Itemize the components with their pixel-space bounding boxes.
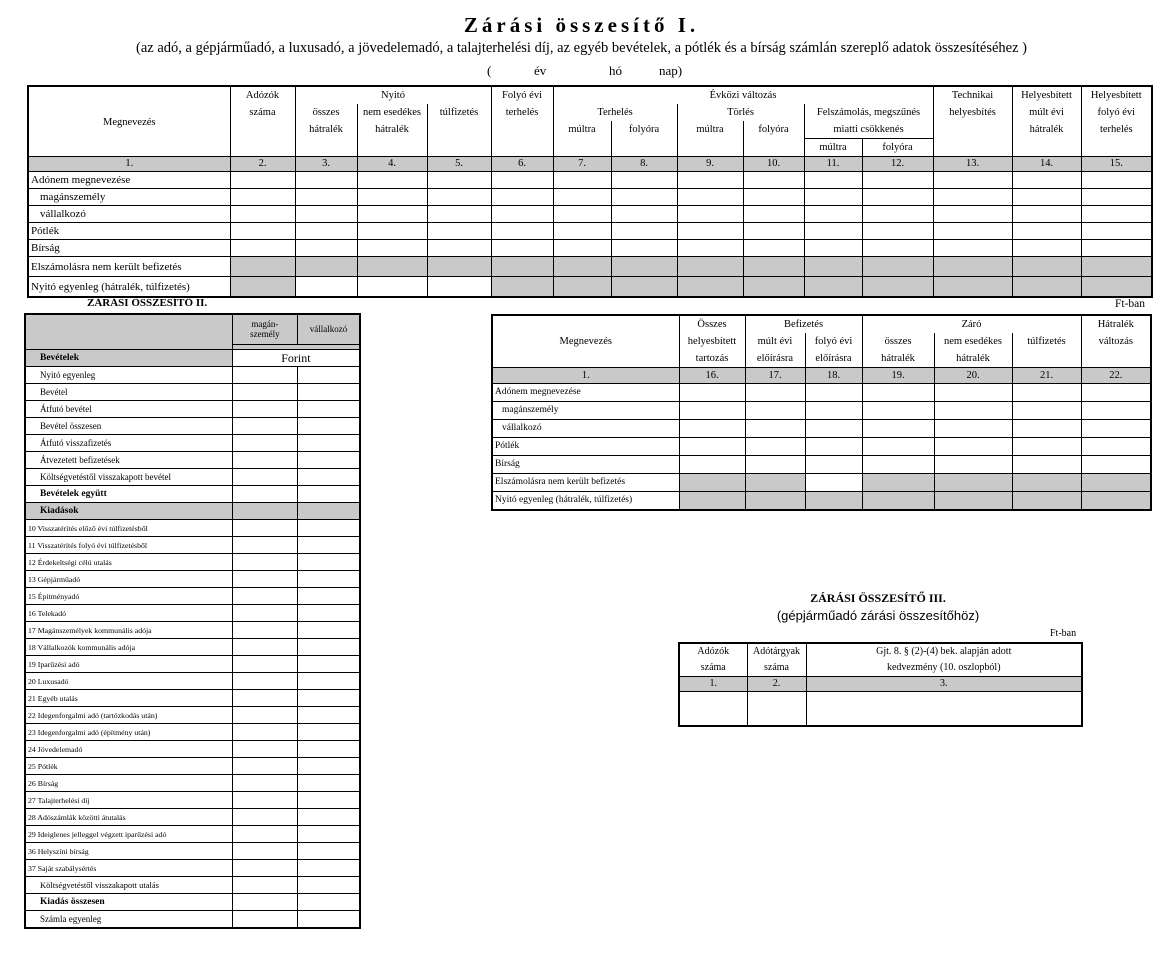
page-subtitle: (az adó, a gépjárműadó, a luxusadó, a jövedelemadó, a talajterhelési díj, az egyéb bevételek, a pótlék és a bírság számlán szereplő adatok összesítéséhez ) xyxy=(136,40,1027,56)
col-number: 14. xyxy=(1012,157,1081,172)
summary-table-2 xyxy=(24,313,361,929)
summary-table-1 xyxy=(27,85,1153,298)
row-label: 17 Magánszemélyek kommunális adója xyxy=(25,622,232,639)
table-row xyxy=(492,474,1151,492)
row-label: 24 Jövedelemadó xyxy=(25,741,232,758)
table-row xyxy=(492,402,1151,420)
table-row xyxy=(28,206,1152,223)
column-number-row xyxy=(492,368,1151,384)
row-label: 26 Bírság xyxy=(25,775,232,792)
row-label: 25 Pótlék xyxy=(25,758,232,775)
summary-table-1-continued xyxy=(491,314,1152,511)
table-row xyxy=(28,172,1152,189)
row-label: Nyitó egyenleg (hátralék, túlfizetés) xyxy=(28,277,230,298)
row-label: vállalkozó xyxy=(492,420,679,438)
row-label: Nyitó egyenleg (hátralék, túlfizetés) xyxy=(492,492,679,511)
header-nem-esedekes: nem esedékes xyxy=(934,333,1012,350)
col-number: 12. xyxy=(862,157,933,172)
date-year-label: év xyxy=(534,63,547,78)
page-title: Zárási összesítő I. xyxy=(463,13,700,37)
col-number: 20. xyxy=(934,368,1012,384)
col-number: 16. xyxy=(679,368,745,384)
row-label: 29 Ideiglenes jelleggel végzett iparűzési adó xyxy=(25,826,232,843)
row-label: Bírság xyxy=(492,456,679,474)
col-number: 17. xyxy=(745,368,805,384)
row-label: 16 Telekadó xyxy=(25,605,232,622)
header-terheles-multra: múltra xyxy=(553,121,611,139)
col-number: 18. xyxy=(805,368,862,384)
col-number: 19. xyxy=(862,368,934,384)
row-label: 36 Helyszíni bírság xyxy=(25,843,232,860)
row-label: 23 Idegenforgalmi adó (építmény után) xyxy=(25,724,232,741)
row-label: 11 Visszatérítés folyó évi túlfizetésből xyxy=(25,537,232,554)
header-nyito: Nyitó xyxy=(295,86,491,104)
section-title-2: ZÁRÁSI ÖSSZESÍTŐ II. xyxy=(87,297,208,309)
header-nem-esedekes: nem esedékes xyxy=(357,104,427,121)
col-number: 9. xyxy=(677,157,743,172)
table-row xyxy=(492,492,1151,511)
col-number: 10. xyxy=(743,157,804,172)
header-mult-evi: múlt évi xyxy=(745,333,805,350)
section-title-3: ZÁRÁSI ÖSSZESÍTŐ III. xyxy=(810,591,946,605)
row-label: Elszámolásra nem került befizetés xyxy=(492,474,679,492)
row-label: vállalkozó xyxy=(28,206,230,223)
header-helyesb-folyo-2: folyó évi xyxy=(1081,104,1152,121)
header-hatralek-2: változás xyxy=(1081,333,1151,350)
row-label: 20 Luxusadó xyxy=(25,673,232,690)
row-label: Költségvetéstől visszakapott bevétel xyxy=(25,469,232,486)
col-number: 3. xyxy=(806,677,1082,692)
header-osszes-2: hátralék xyxy=(295,121,357,139)
row-label: magánszemély xyxy=(492,402,679,420)
col-maganszemely: magán- személy xyxy=(232,314,297,344)
header-tulfizetes: túlfizetés xyxy=(1012,333,1081,350)
row-label: Bevétel összesen xyxy=(25,418,232,435)
header-torles-folyora: folyóra xyxy=(743,121,804,139)
kiadas-osszesen: Kiadás összesen xyxy=(25,894,232,911)
bevetelek-egyutt: Bevételek együtt xyxy=(25,486,232,503)
header-tulfizetes: túlfizetés xyxy=(427,104,491,121)
bevetelek-heading: Bevételek xyxy=(25,350,232,367)
header-nem-esedekes-2: hátralék xyxy=(357,121,427,139)
col-vallalkozo: vállalkozó xyxy=(298,314,360,344)
row-label: Pótlék xyxy=(28,223,230,240)
row-label: 18 Vállalkozók kommunális adója xyxy=(25,639,232,656)
col-number: 1. xyxy=(28,157,230,172)
table-row xyxy=(28,189,1152,206)
col-number: 8. xyxy=(611,157,677,172)
table-row xyxy=(28,257,1152,277)
header-folyo-evi-2: előírásra xyxy=(805,350,862,368)
row-label: 15 Építményadó xyxy=(25,588,232,605)
header-folyo-evi: folyó évi xyxy=(805,333,862,350)
table-row xyxy=(679,692,1082,727)
header-megnevezes: Megnevezés xyxy=(492,315,679,368)
row-label: 22 Idegenforgalmi adó (tartózkodás után) xyxy=(25,707,232,724)
header-torles-multra: múltra xyxy=(677,121,743,139)
header-terheles-folyora: folyóra xyxy=(611,121,677,139)
forint-label: Forint xyxy=(232,350,360,367)
header-osszes-helyesb-3: tartozás xyxy=(679,350,745,368)
table-row xyxy=(492,456,1151,474)
header-gjt-2: kedvezmény (10. oszlopból) xyxy=(806,660,1082,677)
row-label: 27 Talajterhelési díj xyxy=(25,792,232,809)
row-label: magánszemély xyxy=(28,189,230,206)
section-subtitle-3: (gépjárműadó zárási összesítőhöz) xyxy=(776,608,980,623)
table-row xyxy=(28,223,1152,240)
header-osszes-2: hátralék xyxy=(862,350,934,368)
row-label: 19 Iparűzési adó xyxy=(25,656,232,673)
col-number: 13. xyxy=(933,157,1012,172)
header-helyesb-folyo: Helyesbített xyxy=(1081,86,1152,104)
date-open: ( xyxy=(487,63,492,78)
col-number: 21. xyxy=(1012,368,1081,384)
row-label: 37 Saját szabálysértés xyxy=(25,860,232,877)
header-nem-esedekes-2: hátralék xyxy=(934,350,1012,368)
col-number: 4. xyxy=(357,157,427,172)
header-mult-evi-2: előírásra xyxy=(745,350,805,368)
col-number: 22. xyxy=(1081,368,1151,384)
column-number-row xyxy=(679,677,1082,692)
col-number: 2. xyxy=(230,157,295,172)
header-helyesb-mult-2: múlt évi xyxy=(1012,104,1081,121)
row-label: Költségvetéstől visszakapott utalás xyxy=(25,877,232,894)
header-helyesb-mult: Helyesbített xyxy=(1012,86,1081,104)
header-helyesb-folyo-3: terhelés xyxy=(1081,121,1152,139)
col-number: 5. xyxy=(427,157,491,172)
header-osszes-helyesb: Összes xyxy=(679,315,745,333)
col-number: 11. xyxy=(804,157,862,172)
table-row xyxy=(492,438,1151,456)
header-osszes-helyesb-2: helyesbített xyxy=(679,333,745,350)
header-osszes: összes xyxy=(862,333,934,350)
table-row xyxy=(492,384,1151,402)
date-month-label: hó xyxy=(609,63,622,78)
table-row xyxy=(492,420,1151,438)
col-number: 7. xyxy=(553,157,611,172)
col-number: 3. xyxy=(295,157,357,172)
header-terheles: Terhelés xyxy=(553,104,677,121)
header-technikai-2: helyesbítés xyxy=(933,104,1012,121)
row-label: 12 Érdekeltségi célú utalás xyxy=(25,554,232,571)
row-label: Elszámolásra nem került befizetés xyxy=(28,257,230,277)
header-felszamolas-2: miatti csökkenés xyxy=(804,121,933,139)
row-label: Adónem megnevezése xyxy=(28,172,230,189)
row-label: Átfutó visszafizetés xyxy=(25,435,232,452)
header-adozok-2: száma xyxy=(230,104,295,121)
header-adozok: Adózók xyxy=(230,86,295,104)
row-label: 28 Adószámlák közötti átutalás xyxy=(25,809,232,826)
header-evkozi: Évközi változás xyxy=(553,86,933,104)
szamla-egyenleg: Számla egyenleg xyxy=(25,911,232,929)
header-megnevezes: Megnevezés xyxy=(28,86,230,157)
header-adotargyak: Adótárgyak xyxy=(747,643,806,660)
col-number: 1. xyxy=(492,368,679,384)
row-label: Bírság xyxy=(28,240,230,257)
row-label: 10 Visszatérítés előző évi túlfizetésből xyxy=(25,520,232,537)
header-felszam-multra: múltra xyxy=(804,139,862,157)
column-number-row xyxy=(28,157,1152,172)
header-hatralek: Hátralék xyxy=(1081,315,1151,333)
currency-note: Ft-ban xyxy=(1050,628,1077,639)
row-label: Nyitó egyenleg xyxy=(25,367,232,384)
col-number: 2. xyxy=(747,677,806,692)
header-osszes: összes xyxy=(295,104,357,121)
row-label: Adónem megnevezése xyxy=(492,384,679,402)
header-adozok-2: száma xyxy=(679,660,747,677)
header-helyesb-mult-3: hátralék xyxy=(1012,121,1081,139)
currency-note: Ft-ban xyxy=(1115,298,1146,310)
header-folyo-2: terhelés xyxy=(491,104,553,121)
header-gjt: Gjt. 8. § (2)-(4) bek. alapján adott xyxy=(806,643,1082,660)
col-number: 1. xyxy=(679,677,747,692)
row-label: Pótlék xyxy=(492,438,679,456)
row-label: 13 Gépjárműadó xyxy=(25,571,232,588)
row-label: Átfutó bevétel xyxy=(25,401,232,418)
col-number: 15. xyxy=(1081,157,1152,172)
header-felszamolas: Felszámolás, megszűnés xyxy=(804,104,933,121)
header-technikai: Technikai xyxy=(933,86,1012,104)
table-row xyxy=(28,277,1152,298)
header-torles: Törlés xyxy=(677,104,804,121)
summary-table-3 xyxy=(678,642,1083,727)
header-befizetes: Befizetés xyxy=(745,315,862,333)
kiadasok-heading: Kiadások xyxy=(25,503,232,520)
header-felszam-folyora: folyóra xyxy=(862,139,933,157)
col-number: 6. xyxy=(491,157,553,172)
header-adotargyak-2: száma xyxy=(747,660,806,677)
row-label: 21 Egyéb utalás xyxy=(25,690,232,707)
date-day-label: nap) xyxy=(659,63,683,78)
row-label: Bevétel xyxy=(25,384,232,401)
header-zaro: Záró xyxy=(862,315,1081,333)
header-folyo: Folyó évi xyxy=(491,86,553,104)
table-row xyxy=(28,240,1152,257)
row-label: Átvezetett befizetések xyxy=(25,452,232,469)
header-adozok: Adózók xyxy=(679,643,747,660)
